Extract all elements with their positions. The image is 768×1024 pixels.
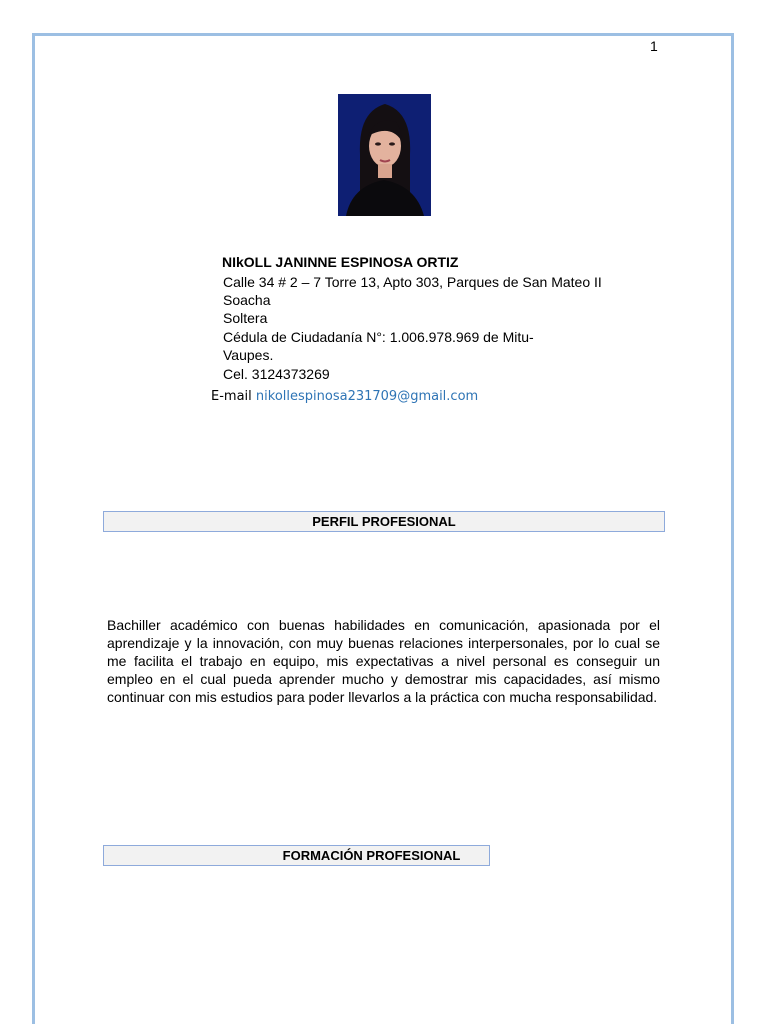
id-line-1: Cédula de Ciudadanía N°: 1.006.978.969 de Mitu-	[223, 329, 534, 345]
email-link[interactable]: nikollespinosa231709@gmail.com	[255, 389, 479, 404]
perfil-profesional-title: PERFIL PROFESIONAL	[312, 514, 456, 529]
id-line-2: Vaupes.	[223, 347, 274, 363]
candidate-name: NIkOLL JANINNE ESPINOSA ORTIZ	[222, 254, 459, 270]
formacion-profesional-heading	[103, 845, 490, 866]
perfil-profesional-heading	[103, 511, 665, 532]
profile-photo	[338, 94, 431, 216]
email-row	[211, 389, 478, 404]
email-label: E-mail	[211, 389, 252, 404]
phone-line: Cel. 3124373269	[223, 366, 330, 382]
address-line: Calle 34 # 2 – 7 Torre 13, Apto 303, Parques de San Mateo II	[223, 274, 602, 290]
perfil-profesional-text: Bachiller académico con buenas habilidades en comunicación, apasionada por el aprendizaje y la innovación, con muy buenas relaciones interpersonales, por lo cual se me facilita el trabajo en equipo, mis expectativas a nivel personal es conseguir un empleo en el cual pueda aprender mucho y demostrar mis capacidades, así mismo continuar con mis estudios para poder llevarlos a la práctica con mucha responsabilidad.	[107, 617, 660, 705]
city-line: Soacha	[223, 292, 271, 308]
page-number: 1	[650, 38, 658, 54]
marital-status-line: Soltera	[223, 310, 268, 326]
formacion-profesional-title: FORMACIÓN PROFESIONAL	[282, 848, 461, 863]
